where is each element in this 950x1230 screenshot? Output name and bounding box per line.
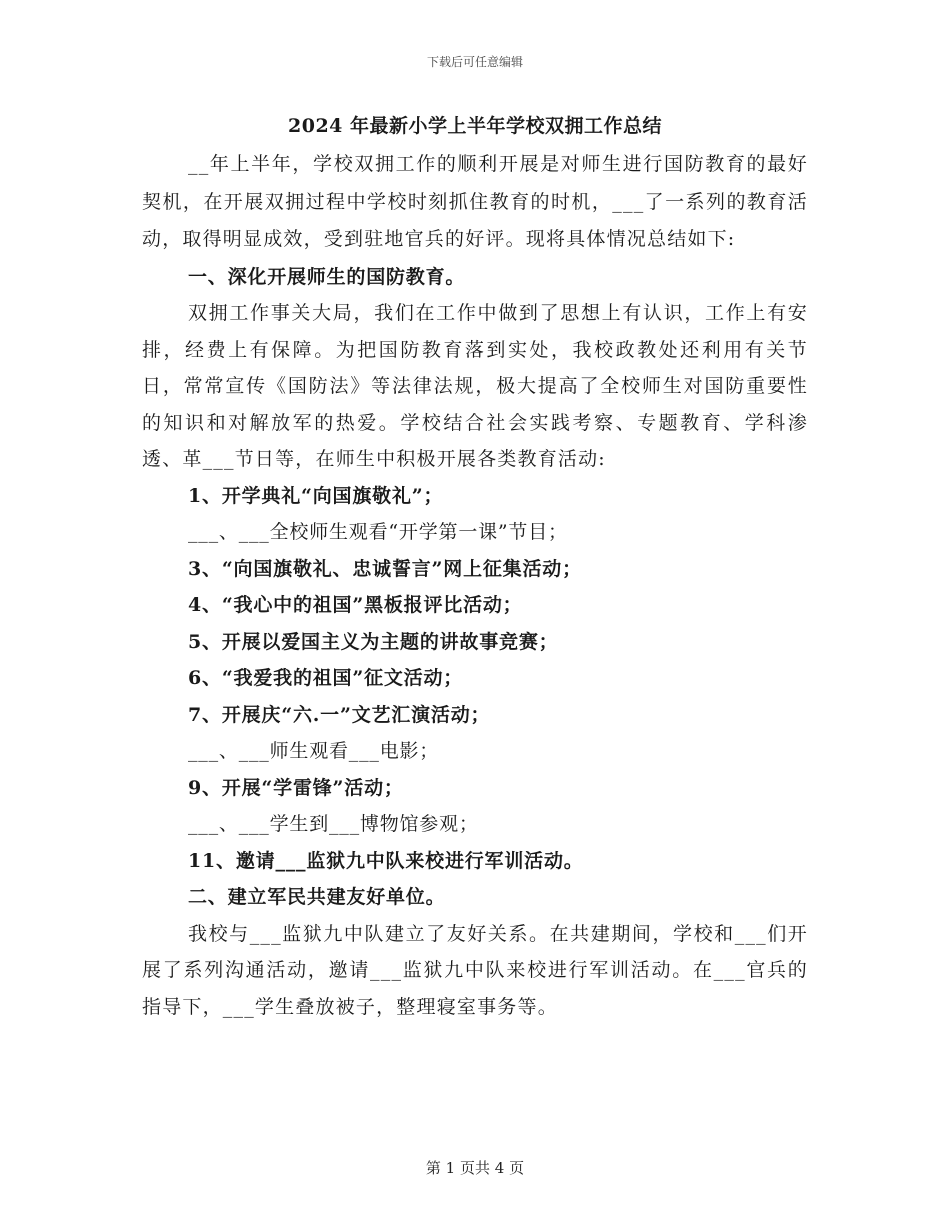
activity-item: 7、开展庆“六.一”文艺汇演活动；	[188, 703, 491, 726]
activity-item: 9、开展“学雷锋”活动；	[188, 776, 404, 799]
activity-item: 5、开展以爱国主义为主题的讲故事竞赛；	[188, 630, 559, 653]
activity-item: ___、___全校师生观看“开学第一课”节目；	[188, 521, 568, 543]
activity-item: ___、___师生观看___电影；	[188, 740, 440, 762]
activity-list	[142, 478, 808, 880]
page-footer: 第 1 页共 4 页	[425, 1159, 525, 1177]
page-header: 下载后可任意编辑	[426, 55, 523, 69]
section-2-paragraph: 我校与___监狱九中队建立了友好关系。在共建期间，学校和___们开展了系列沟通活动，邀请___监狱九中队来校进行军训活动。在___官兵的指导下，___学生叠放被子，整理寝室事务等。	[142, 922, 808, 1018]
activity-item: ___、___学生到___博物馆参观；	[188, 813, 479, 835]
section-1-paragraph: 双拥工作事关大局，我们在工作中做到了思想上有认识，工作上有安排，经费上有保障。为把国防教育落到实处，我校政教处还利用有关节日，常常宣传《国防法》等法律法规，极大提高了全校师生对国防重要性的知识和对解放军的热爱。学校结合社会实践考察、专题教育、学科渗透、革___节日等，在师生中积极开展各类教育活动:	[142, 302, 808, 470]
activity-item: 1、开学典礼“向国旗敬礼”；	[188, 484, 444, 507]
intro-paragraph: __年上半年，学校双拥工作的顺利开展是对师生进行国防教育的最好契机，在开展双拥过程中学校时刻抓住教育的时机，___了一系列的教育活动，取得明显成效，受到驻地官兵的好评。现将具体情况总结如下:	[142, 153, 808, 250]
document-title: 2024 年最新小学上半年学校双拥工作总结	[288, 115, 662, 137]
activity-item: 4、“我心中的祖国”黑板报评比活动；	[188, 594, 523, 616]
document-body	[142, 110, 808, 1025]
activity-item: 3、“向国旗敬礼、忠诚誓言”网上征集活动；	[188, 557, 582, 580]
section-2-heading: 二、建立军民共建友好单位。	[188, 886, 446, 908]
activity-item: 11、邀请___监狱九中队来校进行军训活动。	[188, 849, 584, 872]
activity-item: 6、“我爱我的祖国”征文活动；	[188, 667, 464, 689]
section-1-heading: 一、深化开展师生的国防教育。	[188, 265, 466, 288]
